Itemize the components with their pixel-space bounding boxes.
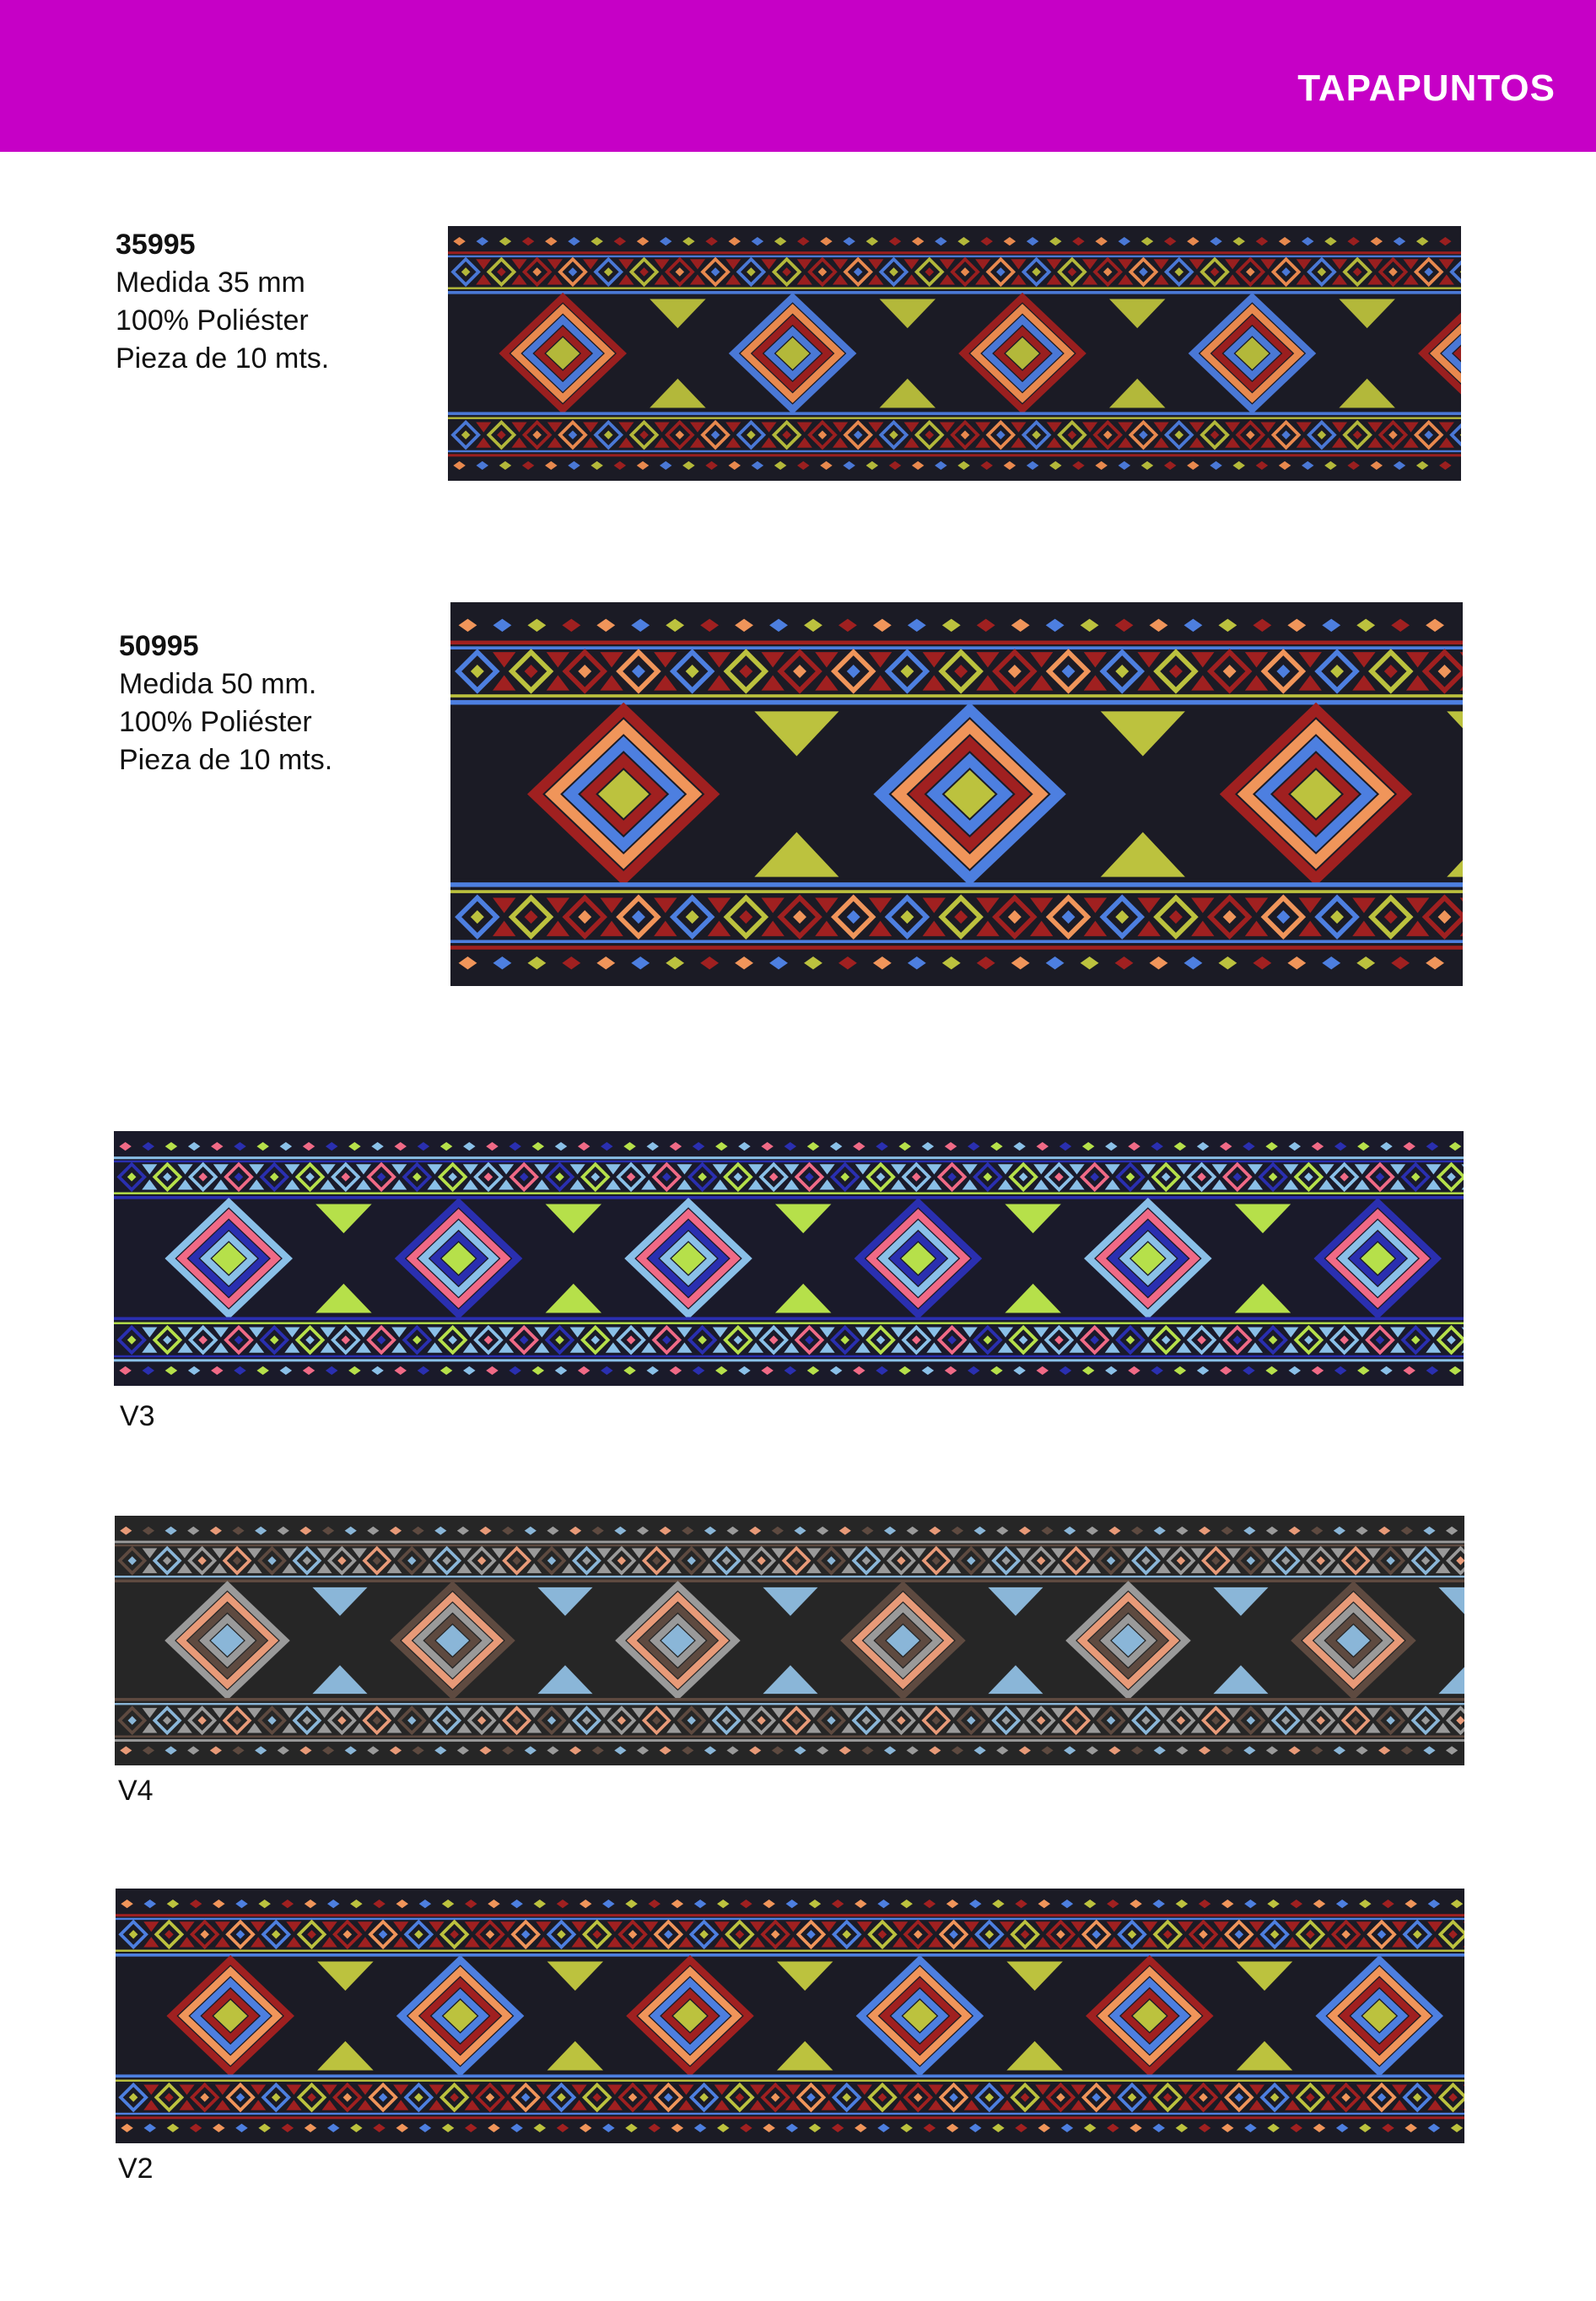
product-code: 50995 [119,630,199,662]
ribbon-pattern [450,602,1463,986]
variant-label-v2: V2 [118,2153,154,2185]
product-composition: 100% Poliéster [116,304,309,337]
product-composition: 100% Poliéster [119,706,312,738]
ribbon-pattern [114,1131,1464,1386]
product-info-35995 [116,226,329,378]
variant-label-v4: V4 [118,1775,154,1807]
ribbon-pattern [115,1516,1464,1765]
header-bar [0,0,1596,152]
ribbon-image-50995 [450,602,1463,986]
ribbon-pattern [116,1889,1464,2143]
product-piece: Pieza de 10 mts. [116,342,330,375]
ribbon-image-v2 [116,1889,1464,2143]
ribbon-image-v3 [114,1131,1464,1386]
product-info-50995 [119,628,332,779]
product-piece: Pieza de 10 mts. [119,744,333,776]
ribbon-image-v4 [115,1516,1464,1765]
product-measure: Medida 50 mm. [119,668,317,700]
product-code: 35995 [116,229,196,261]
variant-label-v3: V3 [120,1400,155,1432]
product-measure: Medida 35 mm [116,267,305,299]
page-title: TAPAPUNTOS [1297,67,1556,109]
ribbon-pattern [448,226,1461,481]
ribbon-image-35995 [448,226,1461,481]
